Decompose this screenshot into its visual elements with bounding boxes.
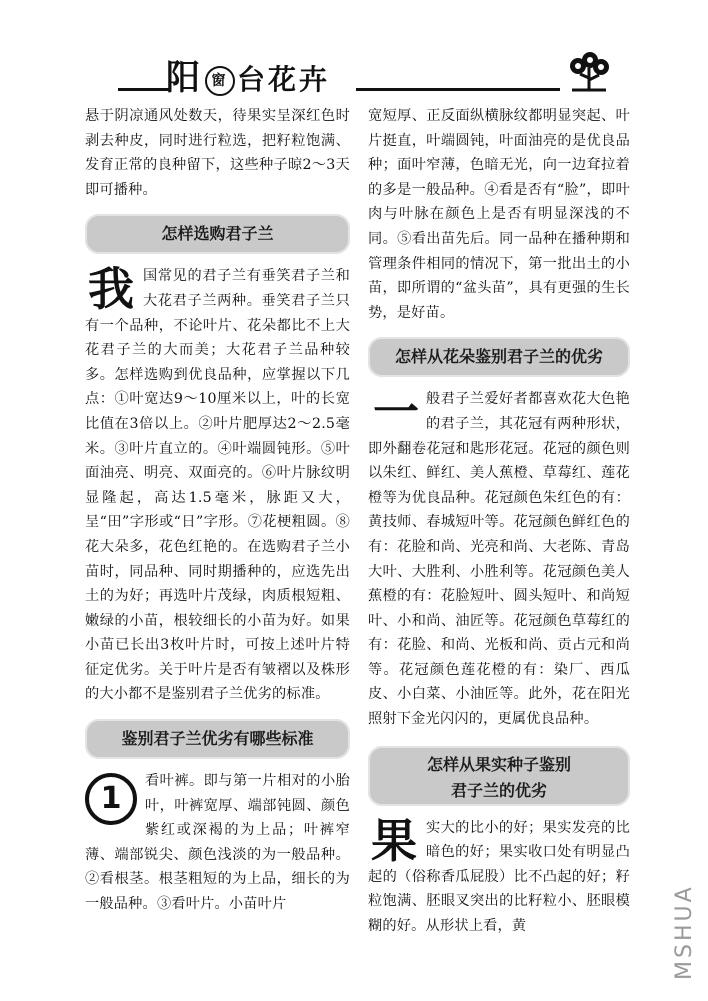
buy-paragraph: 国常见的君子兰有垂笑君子兰和大花君子兰两种。垂笑君子兰只有一个品种，不论叶片、花朵都比不上大花君子兰的大而美；大花君子兰品种较多。怎样选购到优良品种，应掌握以下几点：①叶宽达9～10厘米以上，叶的长宽比值在3倍以上。②叶片肥厚达2～2.5毫米。③叶片直立的。④叶端圆钝形。⑤叶面油亮、明亮、双面亮的。⑥叶片脉纹明显隆起，高达1.5毫米，脉距又大，呈“田”字形或“日”字形。⑦花梗粗圆。⑧花大朵多，花色红艳的。在选购君子兰小苗时，同品种、同时期播种的，应选先出土的为好；再选叶片茂绿，肉质根短粗、嫩绿的小苗，根较细长的小苗为好。如果小苗已长出3枚叶片时，可按上述叶片特征定优劣。关于叶片是否有皱褶以及株形的大小都不是鉴别君子兰优劣的标准。 <box>85 268 350 703</box>
heading-fruit-line2: 君子兰的优劣 <box>450 780 547 800</box>
continued-paragraph: 宽短厚、正反面纵横脉纹都明显突起、叶片挺直，叶端圆钝，叶面油亮的是优良品种；面叶窄薄，色暗无光，向一边耷拉着的多是一般品种。④看是否有“脸”，即叶肉与叶脉在颜色上是否有明显深浅的不同。⑤看出苗先后。同一品种在播种期和管理条件相同的情况下，第一批出土的小苗，即所谓的“盆头苗”，具有更强的生长势，是好苗。 <box>368 108 630 321</box>
article-fruit <box>368 813 630 939</box>
flower-icon <box>566 50 612 94</box>
intro-paragraph: 悬于阴凉通风处数天，待果实呈深红色时剥去种皮，同时进行粒选，把籽粒饱满、发育正常的良种留下，这些种子晾2～3天即可播种。 <box>85 108 350 198</box>
section-title <box>166 60 330 98</box>
drop-cap: 我 <box>88 262 134 317</box>
left-column <box>85 104 350 917</box>
drop-cap: 果 <box>371 813 417 868</box>
flower-paragraph: 般君子兰爱好者都喜欢花大色艳的君子兰，其花冠有两种形状，即外翻卷花冠和匙形花冠。花冠的颜色则以朱红、鲜红、美人蕉橙、草莓红、莲花橙等为优良品种。花冠颜色朱红色的有：黄技师、春城短叶等。花冠颜色鲜红色的有：花脸和尚、光亮和尚、大老陈、青岛大叶、大胜利、小胜利等。花冠颜色美人蕉橙的有：花脸短叶、圆头短叶、和尚短叶、小和尚、油匠等。花冠颜色草莓红的有：花脸、和尚、光板和尚、贡占元和尚等。花冠颜色莲花橙的有：染厂、西瓜皮、小白菜、小油匠等。此外，花在阳光照射下金光闪闪的，更属优良品种。 <box>368 391 630 728</box>
article-flower <box>368 387 630 731</box>
standards-paragraph: 看叶裤。即与第一片相对的小胎叶，叶裤宽厚、端部钝圆、颜色紫红或深褐的为上品；叶裤窄薄、端部锐尖、颜色浅淡的为一般品种。②看根茎。根茎粗短的为上品，细长的为一般品种。③看叶片。小苗叶片 <box>85 773 350 913</box>
heading-how-to-buy: 怎样选购君子兰 <box>85 214 350 254</box>
watermark: MSHUA <box>672 884 697 980</box>
right-column <box>368 104 630 939</box>
title-char: 阳 <box>166 58 203 98</box>
header-rule-left <box>118 88 170 91</box>
heading-fruit <box>368 746 630 806</box>
title-rest: 台花卉 <box>237 63 331 96</box>
heading-flower: 怎样从花朵鉴别君子兰的优劣 <box>368 337 630 377</box>
heading-fruit-line1: 怎样从果实种子鉴别 <box>426 754 571 774</box>
article-standards <box>85 769 350 917</box>
page-header <box>0 0 708 100</box>
title-circled-char: 窗 <box>205 66 235 96</box>
heading-standards: 鉴别君子兰优劣有哪些标准 <box>85 719 350 759</box>
drop-cap-circled-number: 1 <box>85 773 137 825</box>
drop-cap: 一 <box>373 385 415 440</box>
header-rule-right <box>356 88 560 91</box>
fruit-paragraph: 实大的比小的好；果实发亮的比暗色的好；果实收口处有明显凸起的（俗称香瓜屁股）比不凸起的好；籽粒饱满、胚眼叉突出的比籽粒小、胚眼模糊的好。从形状上看，黄 <box>368 819 630 935</box>
article-buy <box>85 264 350 707</box>
